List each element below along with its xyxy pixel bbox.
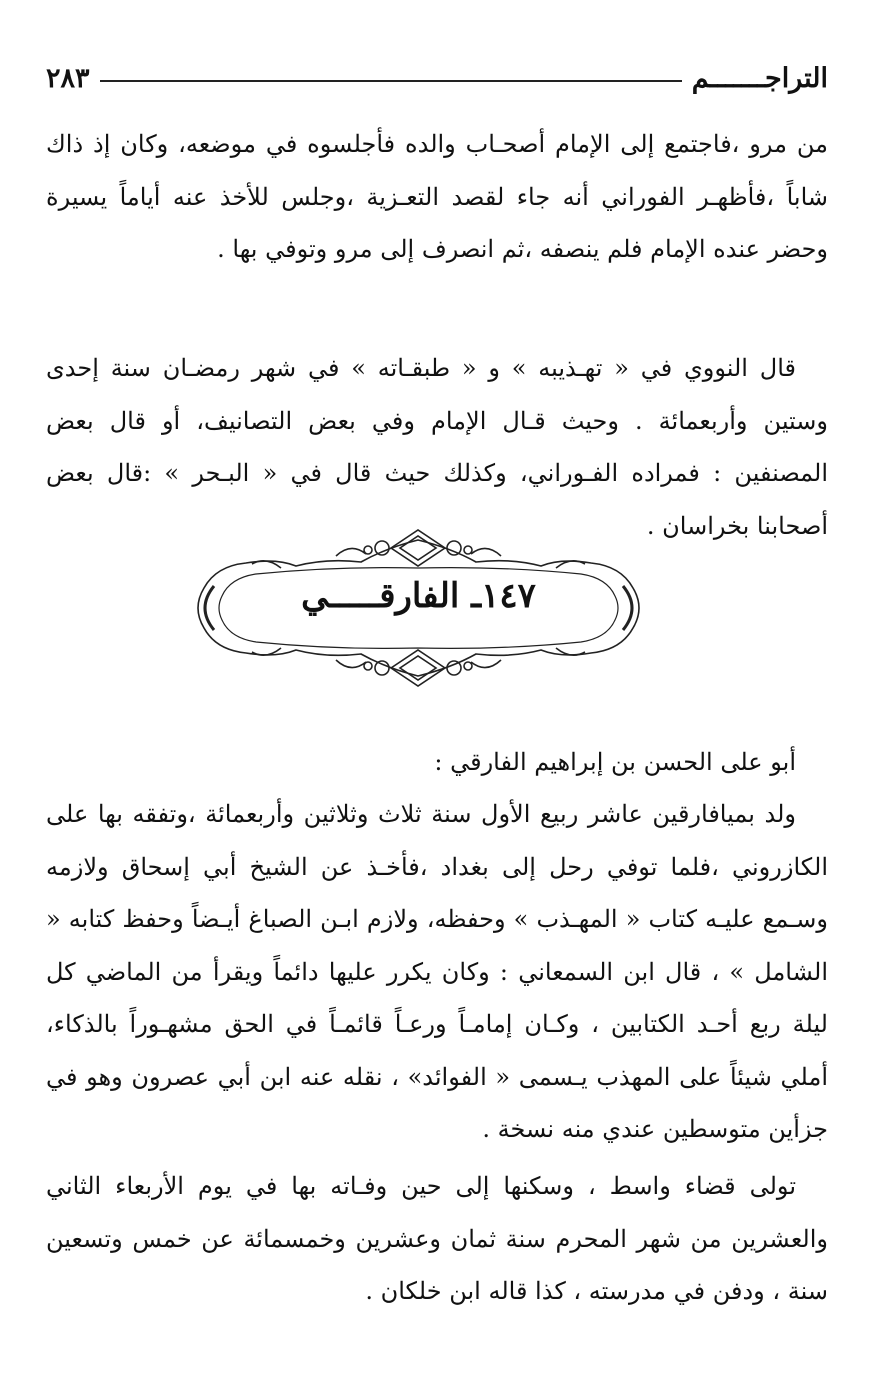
paragraph-biography: ولد بميافارقين عاشر ربيع الأول سنة ثلاث وثلاثين وأربعمائة ،وتفقه بها على الكازروني ،فلما توفي رحل إلى بغداد ،فأخـذ عن الشيخ أبي إسحاق ولازمه وسـمع عليـه كتاب « المهـذب » وحفظه، ولازم ابـن الصباغ أيـضاً وحفظ كتابه « الشامل » ، قال ابن السمعاني : وكان يكرر عليها دائماً ويقرأ من الماضي كل ليلة ربع أحـد الكتابين ، وكـان إمامـاً ورعـاً قائمـاً في الحق مشهـوراً بالذكاء، أملي شيئاً على المهذب يـسمى « الفوائد» ، نقله عنه ابن أبي عصرون وهو في جزأين متوسطين عندي منه نسخة . xyxy=(46,800,828,1143)
paragraph-nawawi-quote: قال النووي في « تهـذيبه » و « طبقـاته » في شهر رمضـان سنة إحدى وستين وأربعمائة . وحيث قـال الإمام وفي بعض التصانيف، أو قال بعض المصنفين : فمراده الفـوراني، وكذلك حيث قال في « البـحر » :قال بعض أصحابنا بخراسان . xyxy=(46,354,828,540)
paragraph-death-notice: تولى قضاء واسط ، وسكنها إلى حين وفـاته بها في يوم الأربعاء الثاني والعشرين من شهر المحرم سنة ثمان وعشرين وخمسمائة عن خمس وتسعين سنة ، ودفن في مدرسته ، كذا قاله ابن خلكان . xyxy=(46,1172,828,1305)
paragraph-continuation: من مرو ،فاجتمع إلى الإمام أصحـاب والده فأجلسوه في موضعه، وكان إذ ذاك شاباً ،فأظهـر الفوراني أنه جاء لقصد التعـزية ،وجلس للأخذ عنه أياماً يسيرة وحضر عنده الإمام فلم ينصفه ،ثم انصرف إلى مرو وتوفي بها . xyxy=(46,130,828,263)
section-heading: ١٤٧ـ الفارقـــــي xyxy=(301,576,536,616)
section-heading-cartouche xyxy=(186,508,651,708)
running-header xyxy=(46,56,828,100)
running-header-title: التراجـــــــم xyxy=(691,62,828,94)
biography-name-line: أبو على الحسن بن إبراهيم الفارقي : xyxy=(434,748,796,776)
book-page xyxy=(46,56,828,1356)
header-rule xyxy=(100,80,682,82)
page-number: ٢٨٣ xyxy=(46,62,90,94)
